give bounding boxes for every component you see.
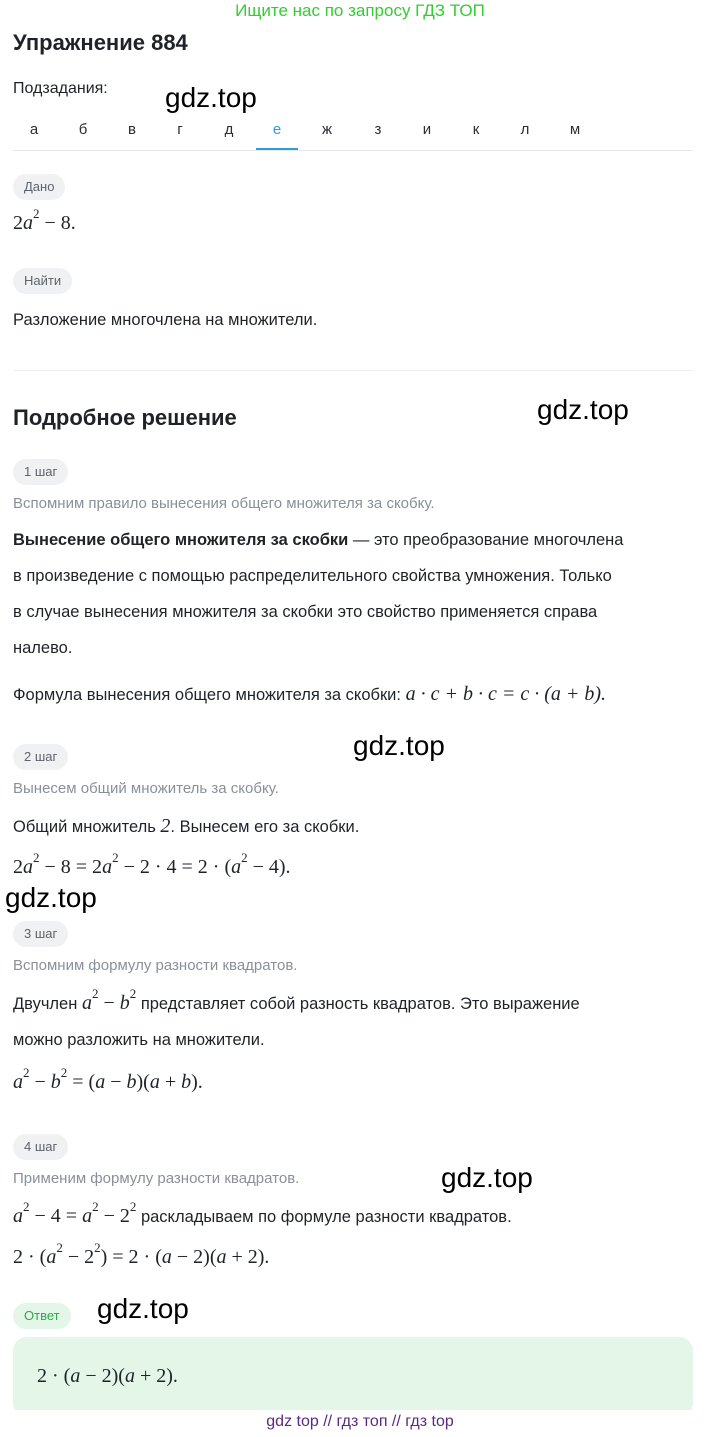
step-3-hint: Вспомним формулу разности квадратов. [13,957,298,974]
step-4-chip: 4 шаг [13,1134,68,1160]
step-2-formula: $2a^2 - 8 = 2a^2 - 2 \cdot 4 = 2 \cdot (a^2 - 4)$. [13,850,291,878]
step-4-hint: Применим формулу разности квадратов. [13,1170,300,1187]
solution-title: Подробное решение [13,405,237,430]
step-1-text: Вынесение общего множителя за скобки — это преобразование многочлена в произведение с помощью распределительного свойства умножения. Только в случае вынесения множителя за скобки это свойство применяется справа налево. [13,531,624,657]
given-chip: Дано [13,174,65,200]
tab-z[interactable]: з [374,121,382,138]
answer-expression: 2 · (a − 2)(a + 2). [37,1365,178,1387]
find-text: Разложение многочлена на множители. [13,311,318,329]
step-1-hint: Вспомним правило вынесения общего множителя за скобку. [13,495,435,512]
step-4-formula: $2 \cdot (a^2 - 2^2) = 2 \cdot (a - 2)(a + 2)$. [13,1240,270,1268]
page-title: Упражнение 884 [13,30,188,55]
tab-m[interactable]: м [569,121,581,138]
step-2-hint: Вынесем общий множитель за скобку. [13,780,279,797]
given-expression: $2a^2 - 8$. [13,206,76,234]
watermark: gdz.top [353,730,445,761]
tab-g[interactable]: г [177,121,183,138]
step-3-chip: 3 шаг [13,921,68,947]
step-1-chip: 1 шаг [13,459,68,485]
step-1-formula: a · c + b · c = c · (a + b). [405,683,607,705]
subtasks-label: Подзадания: [13,80,108,97]
tab-i[interactable]: и [422,121,432,138]
answer-chip: Ответ [13,1303,71,1329]
footer-links[interactable]: gdz top // гдз топ // гдз top [0,1410,720,1437]
tab-k[interactable]: к [472,121,480,138]
watermark: gdz.top [441,1162,533,1193]
tab-d[interactable]: д [224,121,234,138]
step-2-chip: 2 шаг [13,744,68,770]
tab-l[interactable]: л [520,121,530,138]
subtask-tabs [13,112,693,151]
watermark: gdz.top [5,882,97,913]
step-2-text: Общий множитель 2. Вынесем его за скобки. [13,815,360,837]
step-3-text: Двучлен $a^2 - b^2$ представляет собой разность квадратов. Это выражение можно разложить на множители. [13,986,580,1049]
watermark: gdz.top [165,82,257,113]
tab-v[interactable]: в [128,121,136,138]
search-banner: Ищите нас по запросу ГДЗ ТОП [235,1,485,20]
tab-a[interactable]: а [29,121,39,138]
answer-box [13,1337,693,1417]
step-4-text: $a^2 - 4 = a^2 - 2^2$ раскладываем по формуле разности квадратов. [13,1199,512,1227]
watermark: gdz.top [537,394,629,425]
tab-e[interactable]: е [256,112,298,150]
find-chip: Найти [13,268,72,294]
tab-zh[interactable]: ж [321,121,333,138]
tab-b[interactable]: б [78,121,88,138]
watermark: gdz.top [97,1293,189,1324]
step-3-formula: $a^2 - b^2 = (a - b)(a + b)$. [13,1065,203,1093]
step-1-formula-line: Формула вынесения общего множителя за скобки: a · c + b · c = c · (a + b). [13,683,607,705]
step-1-term: Вынесение общего множителя за скобки [13,531,349,549]
section-divider [13,370,693,371]
